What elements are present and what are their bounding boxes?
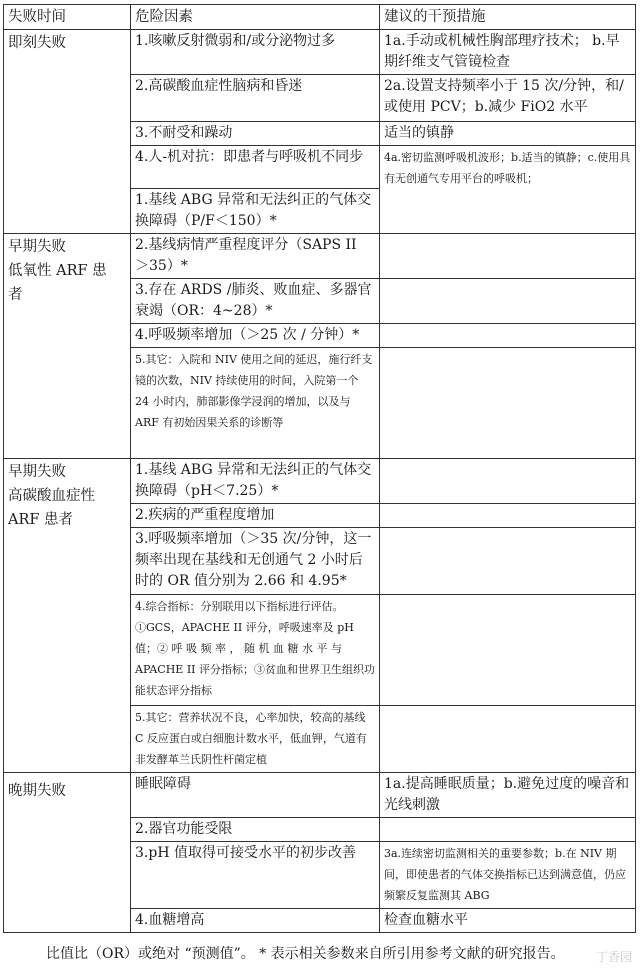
phase-label: 低氧性 ARF 患 [8, 263, 107, 279]
intervention-cell [380, 504, 636, 528]
risk-cell: 2.基线病情严重程度评分（SAPS II ＞35）* [131, 234, 380, 279]
risk-cell: 2.器官功能受限 [131, 818, 380, 842]
intervention-cell: 4a.密切监测呼吸机波形；b.适当的镇静；c.使用具有无创通气专用平台的呼吸机； [380, 146, 636, 234]
intervention-cell [380, 595, 636, 706]
risk-cell: 3.存在 ARDS /肺炎、败血症、多器官衰竭（OR：4~28）* [131, 279, 380, 324]
intervention-cell: 2a.设置支持频率小于 15 次/分钟，和/或使用 PCV；b.减少 FiO2 水平 [380, 75, 636, 122]
intervention-cell [380, 528, 636, 595]
risk-cell: 4.呼吸频率增加（＞25 次 / 分钟）* [131, 324, 380, 348]
table-row [4, 773, 636, 818]
table-row [4, 459, 636, 504]
table-row [4, 30, 636, 75]
phase-label: 早期失败 [8, 239, 66, 255]
risk-cell: 5.其它：营养状况不良，心率加快，较高的基线 C 反应蛋白或白细胞计数水平，低血钾，气道有非发酵革兰氏阴性杆菌定植 [131, 706, 380, 773]
risk-cell: 睡眠障碍 [131, 773, 380, 818]
risk-cell: 4.人-机对抗：即患者与呼吸机不同步 [131, 146, 380, 189]
phase-late [4, 773, 131, 933]
risk-cell: 2.高碳酸血症性脑病和昏迷 [131, 75, 380, 122]
table-header-row [4, 5, 636, 30]
phase-label: 即刻失败 [8, 35, 66, 51]
intervention-cell [380, 234, 636, 279]
phase-label: 早期失败 [8, 464, 66, 480]
intervention-cell [380, 459, 636, 504]
risk-cell: 4.综合指标：分别联用以下指标进行评估。①GCS，APACHE II 评分，呼吸速率及 pH 值；② 呼 吸 频 率 ， 随 机 血 糖 水 平 与 APACHE II 评分指标；③贫血和世界卫生组织功能状态评分指标 [131, 595, 380, 706]
risk-cell: 1.咳嗽反射微弱和/或分泌物过多 [131, 30, 380, 75]
intervention-cell: 适当的镇静 [380, 122, 636, 146]
phase-immediate [4, 30, 131, 234]
phase-label: 晚期失败 [8, 783, 66, 799]
intervention-cell [380, 324, 636, 348]
intervention-cell: 检查血糖水平 [380, 909, 636, 933]
watermark-logo: 丁香园 [595, 950, 632, 964]
intervention-cell: 3a.连续密切监测相关的重要参数；b.在 NIV 期间，即使患者的气体交换指标已达到满意值，仍应频繁反复监测其 ABG [380, 842, 636, 909]
risk-cell: 1.基线 ABG 异常和无法纠正的气体交换障碍（pH＜7.25）* [131, 459, 380, 504]
intervention-cell [380, 279, 636, 324]
intervention-cell: 1a.手动或机械性胸部理疗技术； b.早期纤维支气管镜检查 [380, 30, 636, 75]
risk-cell: 3.pH 值取得可接受水平的初步改善 [131, 842, 380, 909]
phase-early-hypercapnic [4, 459, 131, 773]
phase-label: 者 [8, 287, 23, 303]
risk-factor-table [3, 4, 636, 933]
risk-cell: 3.呼吸频率增加（＞35 次/分钟，这一频率出现在基线和无创通气 2 小时后时的 OR 值分别为 2.66 和 4.95* [131, 528, 380, 595]
header-interventions: 建议的干预措施 [380, 5, 636, 30]
risk-cell: 3.不耐受和躁动 [131, 122, 380, 146]
phase-label: ARF 患者 [8, 512, 74, 528]
risk-cell: 4.血糖增高 [131, 909, 380, 933]
header-failure-time: 失败时间 [4, 5, 131, 30]
header-risk-factors: 危险因素 [131, 5, 380, 30]
risk-cell: 2.疾病的严重程度增加 [131, 504, 380, 528]
risk-cell: 1.基线 ABG 异常和无法纠正的气体交换障碍（P/F＜150）* [131, 189, 380, 234]
phase-label: 高碳酸血症性 [8, 488, 95, 504]
intervention-cell [380, 706, 636, 773]
intervention-cell: 1a.提高睡眠质量；b.避免过度的噪音和光线刺激 [380, 773, 636, 818]
phase-early-hypoxemic [4, 234, 131, 459]
table-row [4, 234, 636, 279]
risk-cell: 5.其它：入院和 NIV 使用之间的延迟，施行纤支镜的次数，NIV 持续使用的时间，入院第一个 24 小时内，肺部影像学浸润的增加，以及与 ARF 有初始因果关系的诊断等 [131, 348, 380, 459]
intervention-cell [380, 348, 636, 459]
table-footnote: 比值比（OR）或绝对 “预测值”。 * 表示相关参数来自所引用参考文献的研究报告。 [46, 946, 565, 962]
intervention-cell [380, 818, 636, 842]
